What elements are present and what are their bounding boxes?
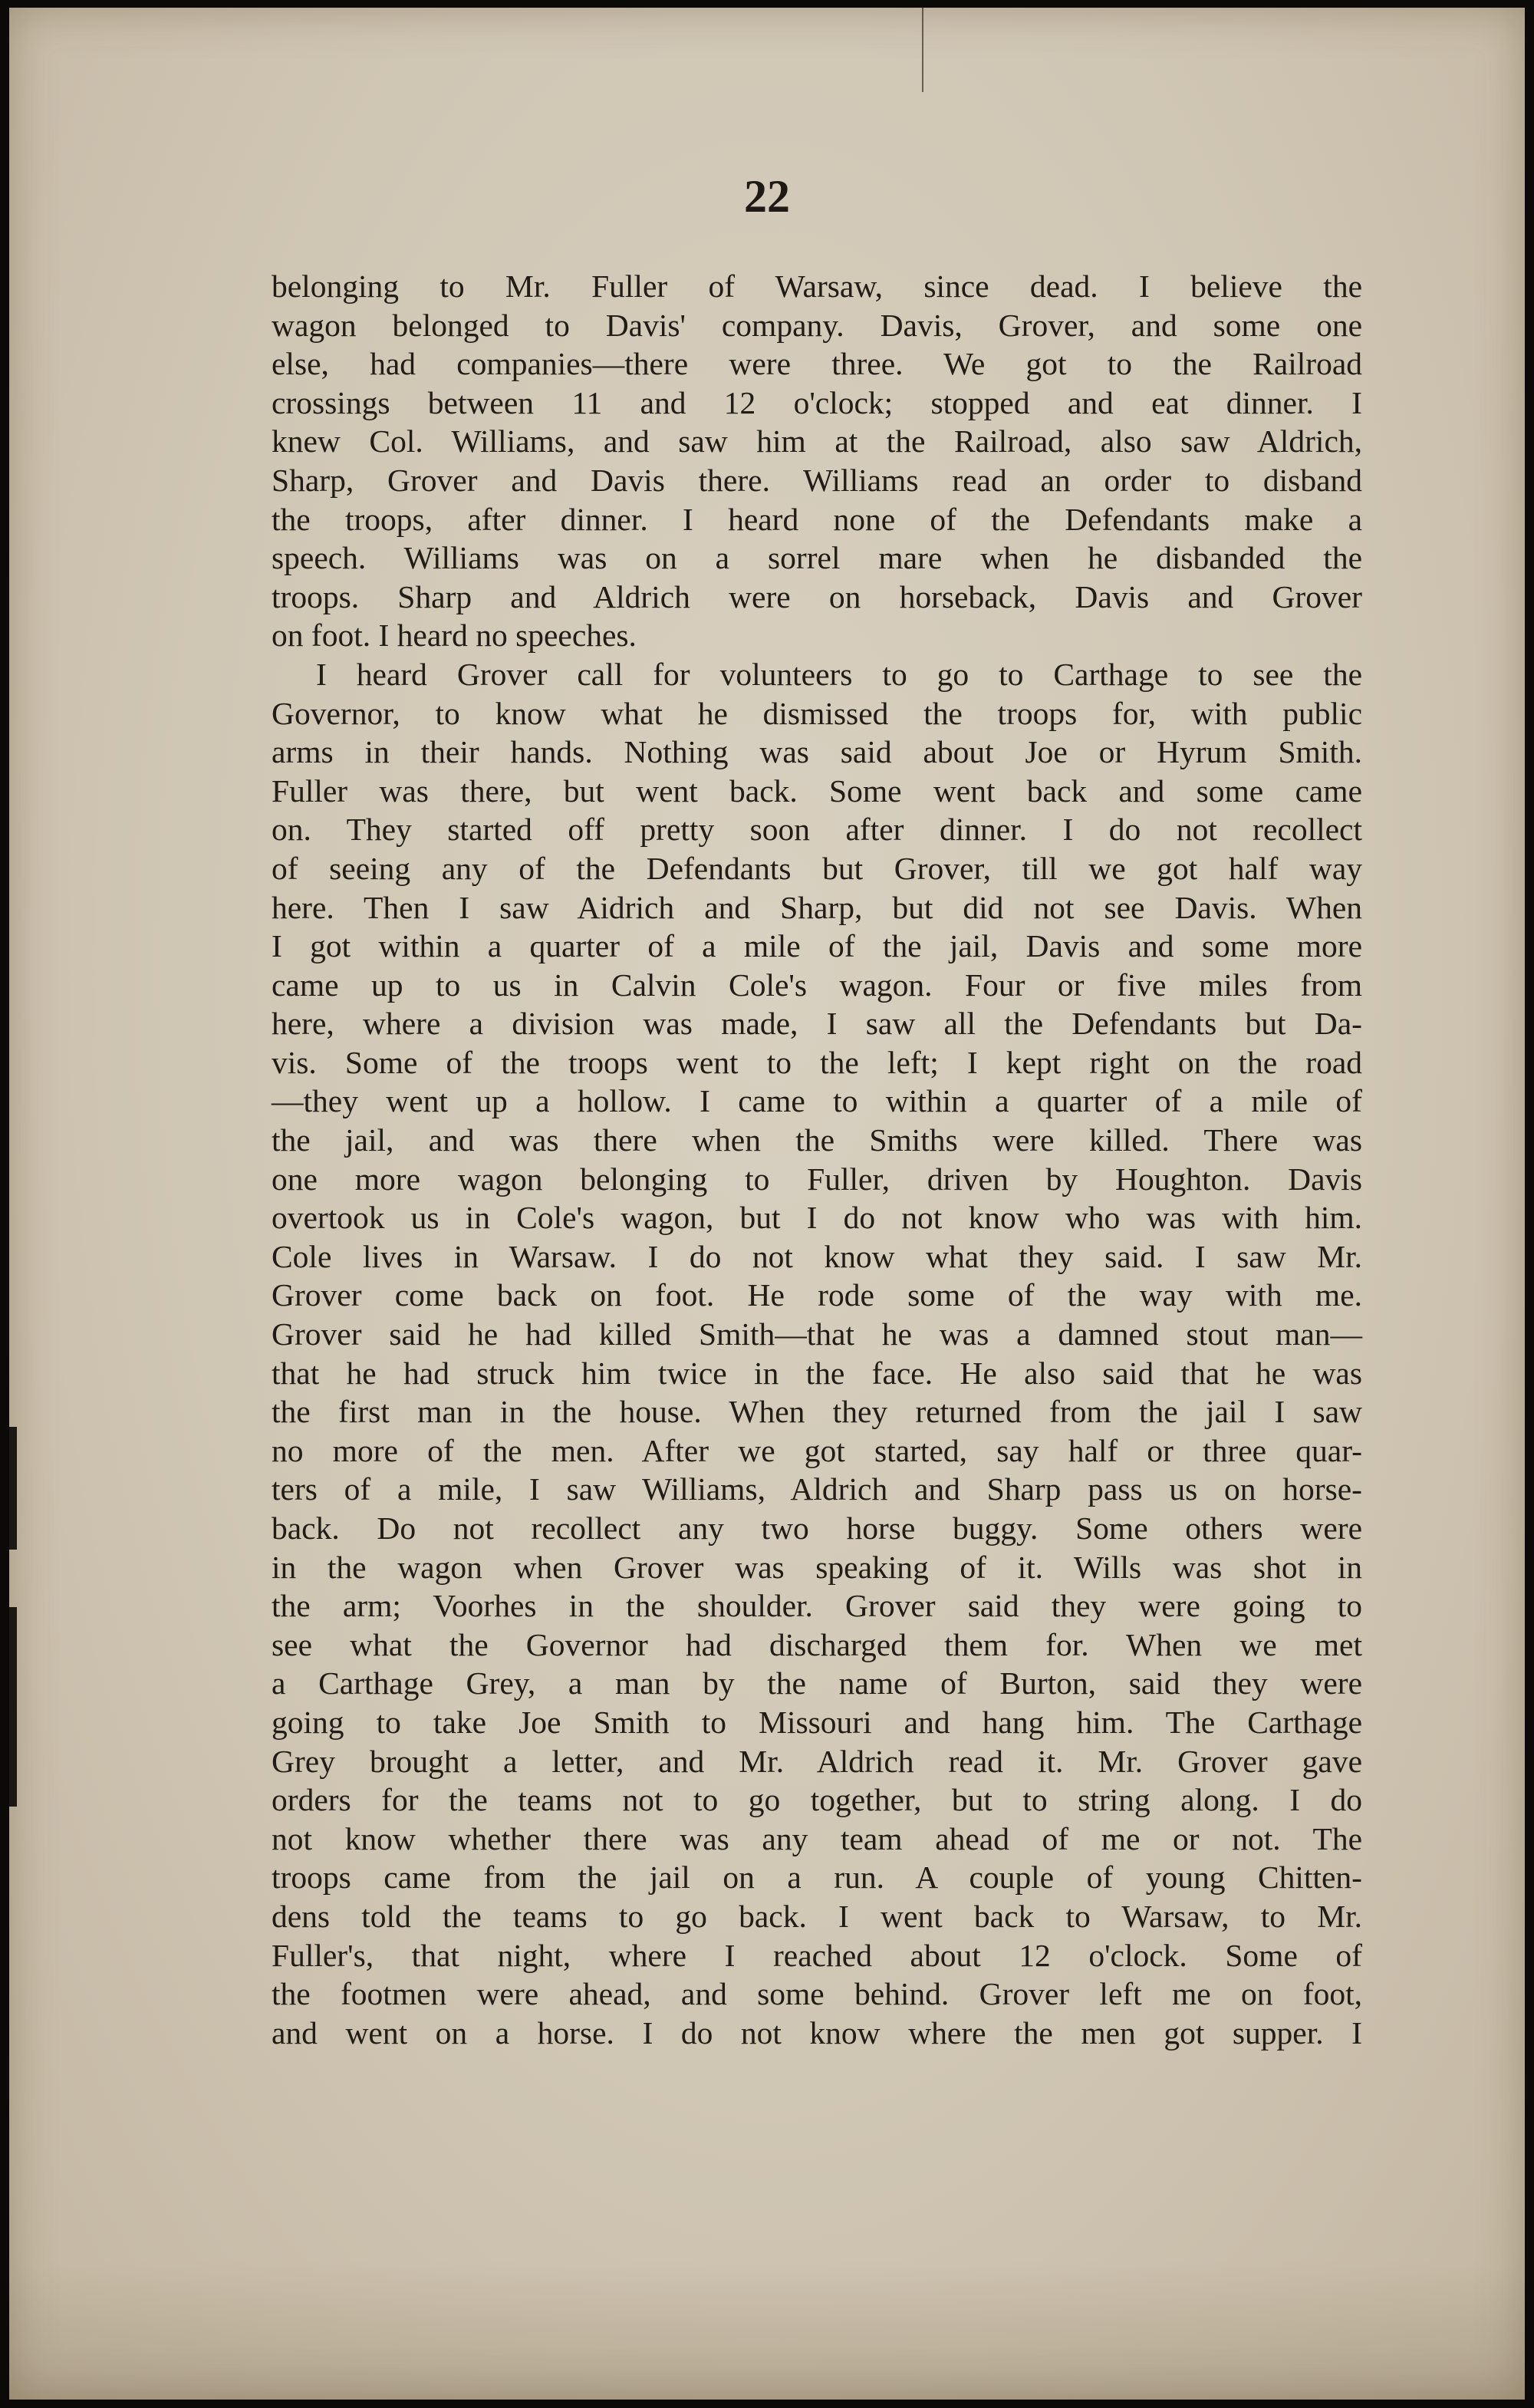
text-line: Fuller's, that night, where I reached about 12 o'clock. Some of — [272, 1937, 1362, 1973]
text-line: speech. Williams was on a sorrel mare when he disbanded the — [272, 540, 1362, 576]
text-line: troops came from the jail on a run. A couple of young Chitten- — [272, 1860, 1362, 1896]
text-line: vis. Some of the troops went to the left; I kept right on the road — [272, 1044, 1362, 1080]
text-line: dens told the teams to go back. I went back to Warsaw, to Mr. — [272, 1898, 1362, 1934]
text-line: I heard Grover call for volunteers to go to Carthage to see the — [316, 656, 1362, 692]
page-number: 22 — [744, 171, 790, 222]
text-line: not know whether there was any team ahead of me or not. The — [272, 1820, 1362, 1856]
text-line: in the wagon when Grover was speaking of it. Wills was shot in — [272, 1549, 1362, 1585]
document-page — [9, 8, 1525, 2400]
text-line: troops. Sharp and Aldrich were on horseback, Davis and Grover — [272, 578, 1362, 614]
text-line: the footmen were ahead, and some behind. Grover left me on foot, — [272, 1976, 1362, 2012]
edge-stain — [9, 1607, 17, 1807]
text-line: wagon belonged to Davis' company. Davis, Grover, and some one — [272, 307, 1362, 343]
text-line: arms in their hands. Nothing was said about Joe or Hyrum Smith. — [272, 734, 1362, 770]
text-line: see what the Governor had discharged them for. When we met — [272, 1626, 1362, 1662]
text-line: Grover come back on foot. He rode some of the way with me. — [272, 1277, 1362, 1313]
text-line: the troops, after dinner. I heard none of the Defendants make a — [272, 501, 1362, 537]
text-line: crossings between 11 and 12 o'clock; stopped and eat dinner. I — [272, 384, 1362, 420]
text-line: the jail, and was there when the Smiths were killed. There was — [272, 1122, 1362, 1158]
text-line: a Carthage Grey, a man by the name of Burton, said they were — [272, 1665, 1362, 1701]
text-line: one more wagon belonging to Fuller, driven by Houghton. Davis — [272, 1161, 1362, 1197]
text-line: came up to us in Calvin Cole's wagon. Four or five miles from — [272, 967, 1362, 1003]
text-line: knew Col. Williams, and saw him at the Railroad, also saw Aldrich, — [272, 423, 1362, 460]
text-line: Sharp, Grover and Davis there. Williams read an order to disband — [272, 462, 1362, 498]
text-line: here, where a division was made, I saw all the Defendants but Da- — [272, 1006, 1362, 1042]
text-line: Governor, to know what he dismissed the troops for, with public — [272, 695, 1362, 731]
text-line: overtook us in Cole's wagon, but I do not know who was with him. — [272, 1200, 1362, 1236]
text-line: I got within a quarter of a mile of the jail, Davis and some more — [272, 928, 1362, 964]
paragraph — [272, 655, 1362, 2052]
text-line: ters of a mile, I saw Williams, Aldrich and Sharp pass us on horse- — [272, 1471, 1362, 1507]
text-line: on. They started off pretty soon after dinner. I do not recollect — [272, 812, 1362, 848]
text-line: the first man in the house. When they returned from the jail I saw — [272, 1394, 1362, 1430]
text-line: else, had companies—there were three. We got to the Railroad — [272, 346, 1362, 382]
fold-mark — [922, 8, 923, 92]
text-line: on foot. I heard no speeches. — [272, 618, 637, 654]
text-line: Grover said he had killed Smith—that he was a damned stout man— — [272, 1316, 1362, 1352]
text-line: Fuller was there, but went back. Some went back and some came — [272, 772, 1362, 809]
text-line: back. Do not recollect any two horse buggy. Some others were — [272, 1510, 1362, 1546]
text-line: and went on a horse. I do not know where the men got supper. I — [272, 2014, 1362, 2051]
edge-stain — [9, 1427, 17, 1550]
text-line: of seeing any of the Defendants but Grover, till we got half way — [272, 850, 1362, 886]
paragraph — [272, 267, 1362, 655]
text-line: the arm; Voorhes in the shoulder. Grover said they were going to — [272, 1588, 1362, 1624]
text-line: orders for the teams not to go together, but to string along. I do — [272, 1782, 1362, 1818]
text-line: no more of the men. After we got started, say half or three quar- — [272, 1432, 1362, 1468]
text-line: here. Then I saw Aidrich and Sharp, but did not see Davis. When — [272, 889, 1362, 925]
text-line: belonging to Mr. Fuller of Warsaw, since dead. I believe the — [272, 268, 1362, 304]
text-line: Grey brought a letter, and Mr. Aldrich read it. Mr. Grover gave — [272, 1743, 1362, 1779]
text-line: going to take Joe Smith to Missouri and hang him. The Carthage — [272, 1704, 1362, 1740]
text-line: Cole lives in Warsaw. I do not know what they said. I saw Mr. — [272, 1238, 1362, 1274]
text-line: —they went up a hollow. I came to within a quarter of a mile of — [272, 1083, 1362, 1119]
body-text — [272, 267, 1362, 2052]
text-line: that he had struck him twice in the face. He also said that he was — [272, 1355, 1362, 1391]
